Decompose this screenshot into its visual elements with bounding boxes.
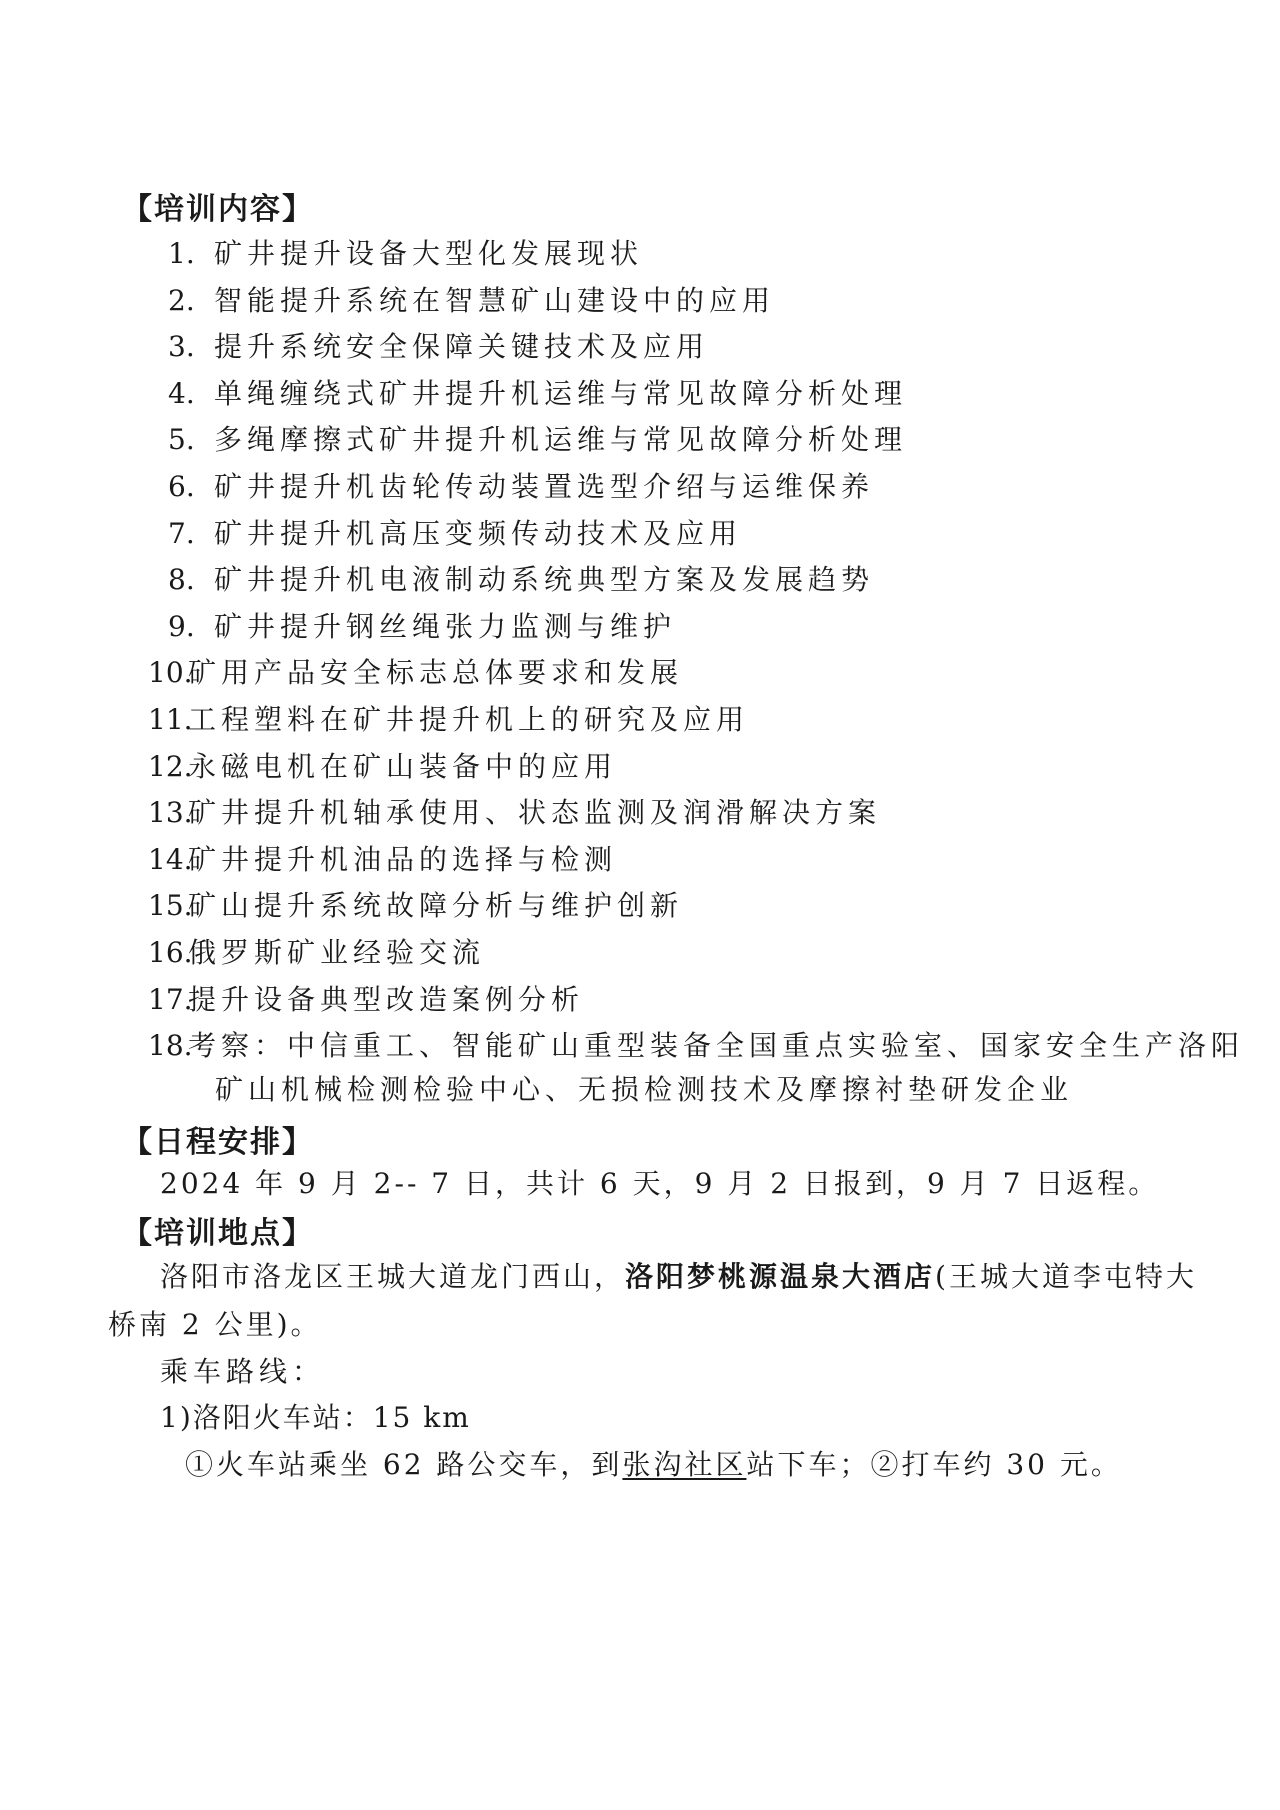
list-item-number: 18. bbox=[148, 1029, 193, 1062]
list-item-text: 永磁电机在矿山装备中的应用 bbox=[188, 750, 618, 783]
list-item-text: 俄罗斯矿业经验交流 bbox=[188, 936, 486, 969]
heading-bracket-close: 】 bbox=[282, 192, 314, 227]
list-item-number: 15. bbox=[148, 889, 193, 922]
list-item-number: 14. bbox=[148, 843, 193, 876]
route-1-part1: ①火车站乘坐 62 路公交车，到 bbox=[185, 1448, 623, 1481]
list-item-number: 10. bbox=[148, 656, 193, 689]
address-suffix: (王城大道李屯特大 bbox=[935, 1260, 1197, 1293]
list-item-number: 1. bbox=[168, 237, 195, 270]
list-item bbox=[148, 651, 683, 691]
list-item bbox=[148, 884, 683, 924]
list-item-text: 矿用产品安全标志总体要求和发展 bbox=[188, 656, 684, 689]
list-item-text: 矿井提升钢丝绳张力监测与维护 bbox=[214, 610, 677, 643]
heading-text: 培训地点 bbox=[154, 1216, 282, 1251]
list-item-text: 工程塑料在矿井提升机上的研究及应用 bbox=[188, 703, 750, 736]
location-address-line1 bbox=[160, 1255, 1197, 1295]
list-item bbox=[148, 1024, 1244, 1064]
training-content-heading bbox=[122, 184, 314, 228]
list-item-number: 12. bbox=[148, 750, 193, 783]
list-item bbox=[148, 791, 881, 831]
list-item-number: 5. bbox=[168, 423, 195, 456]
list-item-text: 矿井提升机电液制动系统典型方案及发展趋势 bbox=[214, 563, 875, 596]
list-item bbox=[148, 931, 485, 971]
list-item bbox=[168, 372, 907, 412]
list-item-number: 7. bbox=[168, 517, 195, 550]
list-item-text: 单绳缠绕式矿井提升机运维与常见故障分析处理 bbox=[214, 377, 908, 410]
list-item-number: 13. bbox=[148, 796, 193, 829]
route-1-title: 1)洛阳火车站：15 km bbox=[160, 1401, 471, 1434]
list-item-text: 矿井提升机轴承使用、状态监测及润滑解决方案 bbox=[188, 796, 882, 829]
heading-bracket-open: 【 bbox=[122, 192, 154, 227]
list-item bbox=[168, 232, 643, 272]
list-item bbox=[148, 978, 584, 1018]
list-item-text: 智能提升系统在智慧矿山建设中的应用 bbox=[214, 284, 776, 317]
list-item bbox=[168, 465, 874, 505]
list-item bbox=[148, 838, 617, 878]
list-item-text: 多绳摩擦式矿井提升机运维与常见故障分析处理 bbox=[214, 423, 908, 456]
list-item-number: 2. bbox=[168, 284, 195, 317]
list-item-text: 矿井提升机齿轮传动装置选型介绍与运维保养 bbox=[214, 470, 875, 503]
list-item-text: 考察：中信重工、智能矿山重型装备全国重点实验室、国家安全生产洛阳 bbox=[188, 1029, 1245, 1062]
list-item bbox=[168, 558, 874, 598]
schedule-heading bbox=[122, 1117, 314, 1161]
list-item bbox=[148, 745, 617, 785]
route-label: 乘车路线： bbox=[160, 1355, 326, 1388]
heading-text: 培训内容 bbox=[154, 192, 282, 227]
address-prefix: 洛阳市洛龙区王城大道龙门西山， bbox=[160, 1260, 626, 1293]
list-item-number: 9. bbox=[168, 610, 195, 643]
list-item-text: 矿井提升设备大型化发展现状 bbox=[214, 237, 644, 270]
heading-bracket-open: 【 bbox=[122, 1125, 154, 1160]
list-item-number: 8. bbox=[168, 563, 195, 596]
list-item bbox=[168, 325, 709, 365]
bus-stop-name: 张沟社区 bbox=[622, 1448, 747, 1481]
list-item-text: 提升系统安全保障关键技术及应用 bbox=[214, 330, 710, 363]
heading-bracket-open: 【 bbox=[122, 1216, 154, 1251]
list-item-text: 提升设备典型改造案例分析 bbox=[188, 983, 585, 1016]
location-heading bbox=[122, 1208, 314, 1252]
route-1-detail bbox=[185, 1443, 1122, 1483]
list-item bbox=[168, 605, 676, 645]
heading-bracket-close: 】 bbox=[282, 1216, 314, 1251]
location-address-line2: 桥南 2 公里)。 bbox=[108, 1308, 322, 1341]
list-item bbox=[148, 698, 749, 738]
heading-bracket-close: 】 bbox=[282, 1125, 314, 1160]
list-item-text: 矿井提升机高压变频传动技术及应用 bbox=[214, 517, 743, 550]
list-item-text: 矿井提升机油品的选择与检测 bbox=[188, 843, 618, 876]
item-18-continuation: 矿山机械检测检验中心、无损检测技术及摩擦衬垫研发企业 bbox=[215, 1073, 1074, 1106]
list-item-number: 17. bbox=[148, 983, 193, 1016]
hotel-name: 洛阳梦桃源温泉大酒店 bbox=[625, 1260, 936, 1293]
list-item bbox=[168, 512, 742, 552]
heading-text: 日程安排 bbox=[154, 1125, 282, 1160]
list-item-number: 3. bbox=[168, 330, 195, 363]
schedule-text: 2024 年 9 月 2-- 7 日，共计 6 天，9 月 2 日报到，9 月 7 日返程。 bbox=[160, 1167, 1160, 1200]
list-item-number: 11. bbox=[148, 703, 193, 736]
list-item-number: 4. bbox=[168, 377, 195, 410]
list-item bbox=[168, 418, 907, 458]
list-item bbox=[168, 279, 775, 319]
list-item-text: 矿山提升系统故障分析与维护创新 bbox=[188, 889, 684, 922]
list-item-number: 6. bbox=[168, 470, 195, 503]
route-1-part2: 站下车；②打车约 30 元。 bbox=[746, 1448, 1122, 1481]
list-item-number: 16. bbox=[148, 936, 193, 969]
